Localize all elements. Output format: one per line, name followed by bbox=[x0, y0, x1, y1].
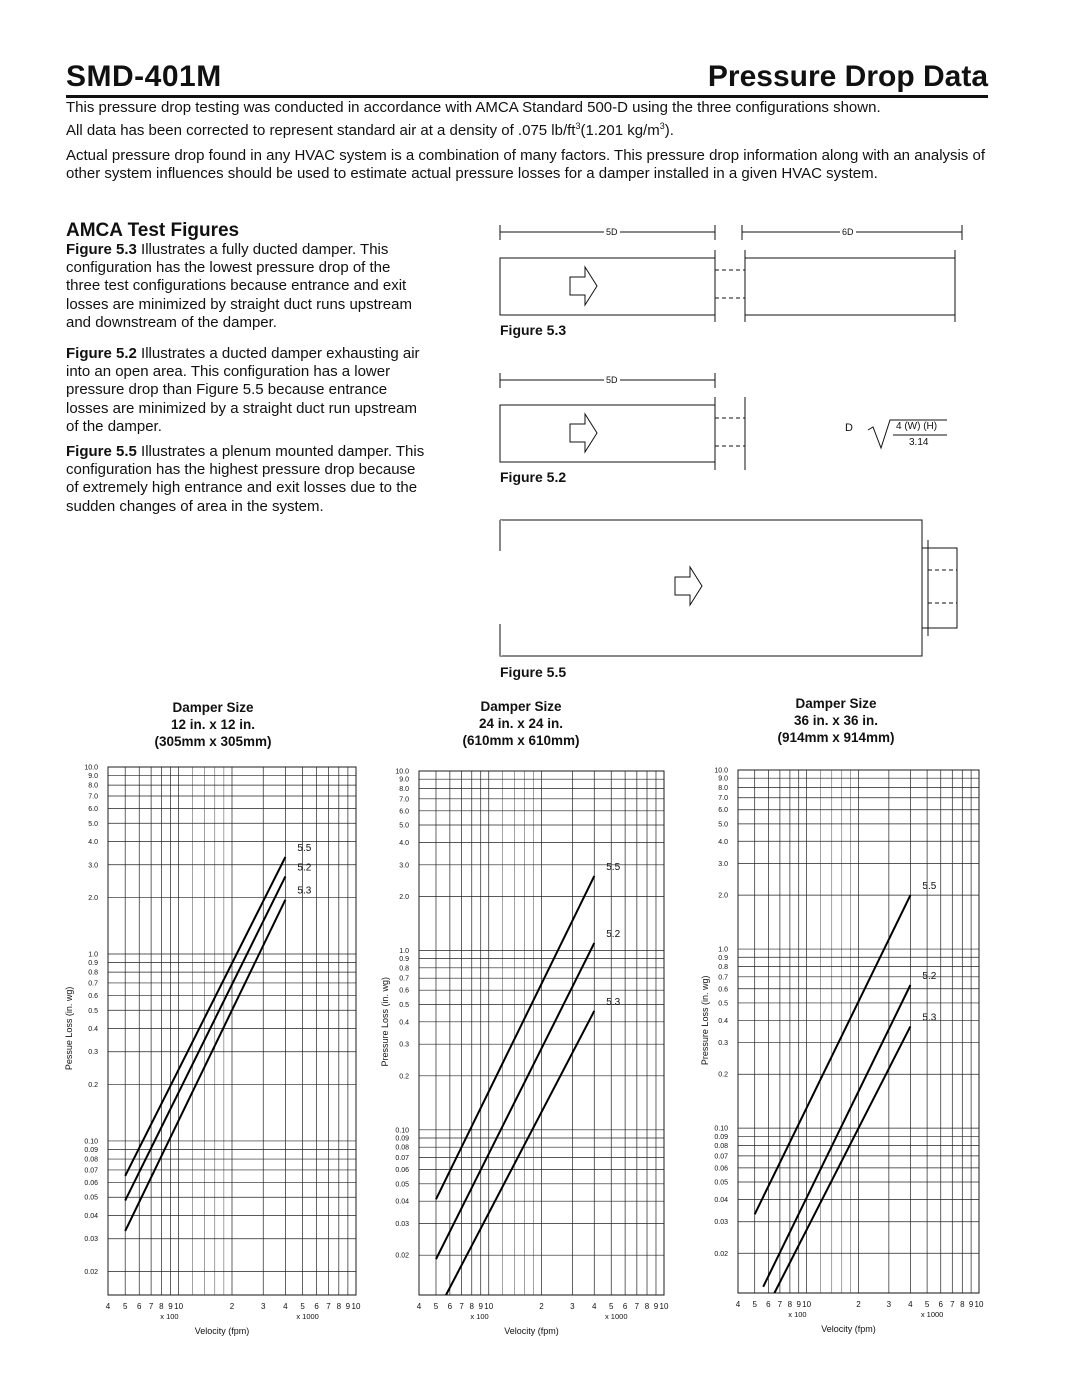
y-tick-label: 0.04 bbox=[395, 1198, 409, 1206]
intro-line-1: This pressure drop testing was conducted in accordance with AMCA Standard 500-D using the three configurations shown. bbox=[66, 99, 881, 116]
y-tick-label: 0.4 bbox=[399, 1019, 409, 1027]
y-tick-label: 3.0 bbox=[88, 862, 98, 870]
y-tick-label: 7.0 bbox=[399, 796, 409, 804]
y-tick-label: 0.6 bbox=[88, 992, 98, 1000]
y-tick-label: 0.5 bbox=[399, 1001, 409, 1009]
y-tick-label: 9.0 bbox=[718, 775, 728, 783]
y-tick-label: 0.10 bbox=[395, 1127, 409, 1135]
y-tick-label: 0.09 bbox=[84, 1147, 98, 1155]
x-tick-label: 6 bbox=[622, 1302, 628, 1311]
fig53-text: Illustrates a fully ducted damper. This configuration has the lowest pressure drop of the three test configurations because entrance and exit losses are minimized by straight duct runs upstream and downstream of the damper. bbox=[66, 241, 412, 331]
y-axis-label: Pessue Loss (in. wg) bbox=[64, 986, 74, 1071]
x-tick-label: 7 bbox=[950, 1300, 955, 1309]
x-axis-label: Velocity (fpm) bbox=[821, 1324, 876, 1334]
y-tick-label: 0.08 bbox=[84, 1156, 98, 1164]
chart3-size-mm: (914mm x 914mm) bbox=[777, 730, 895, 745]
y-tick-label: 0.08 bbox=[395, 1144, 409, 1152]
fig52-lead: Figure 5.2 bbox=[66, 345, 137, 362]
x-tick-label: 5 bbox=[433, 1302, 439, 1311]
intro-line-2b: (1.201 kg/m bbox=[580, 122, 660, 139]
x-tick-label: 3 bbox=[886, 1300, 892, 1309]
y-tick-label: 0.07 bbox=[84, 1167, 98, 1175]
x-tick-label: 6 bbox=[314, 1302, 319, 1311]
dim-5d-label: 5D bbox=[606, 227, 618, 237]
series-line-5-5 bbox=[755, 895, 911, 1214]
x-tick-label: 4 bbox=[283, 1302, 288, 1311]
y-tick-label: 0.02 bbox=[395, 1252, 409, 1260]
x-tick-label: 9 bbox=[168, 1302, 173, 1311]
y-tick-label: 0.03 bbox=[395, 1221, 409, 1229]
y-tick-label: 0.05 bbox=[395, 1181, 409, 1189]
x-tick-label: 10 bbox=[974, 1300, 984, 1309]
x-tick-label: 6 bbox=[766, 1300, 771, 1309]
formula-numerator: 4 (W) (H) bbox=[896, 421, 938, 432]
y-tick-label: 6.0 bbox=[718, 807, 728, 815]
fig53-lead: Figure 5.3 bbox=[66, 241, 137, 258]
x-tick-label: 5 bbox=[924, 1300, 930, 1309]
y-tick-label: 0.7 bbox=[718, 974, 728, 982]
y-tick-label: 8.0 bbox=[399, 785, 409, 793]
x-tick-label: 2 bbox=[539, 1302, 544, 1311]
y-tick-label: 7.0 bbox=[718, 795, 728, 803]
x-tick-label: 10 bbox=[174, 1302, 184, 1311]
x-multiplier-label: x 1000 bbox=[296, 1312, 319, 1321]
chart2-title: Damper Size bbox=[480, 699, 562, 714]
y-tick-label: 0.7 bbox=[399, 975, 409, 983]
series-label-5-2: 5.2 bbox=[297, 862, 312, 874]
dim-6d-label: 6D bbox=[842, 227, 854, 237]
x-tick-label: 3 bbox=[261, 1302, 266, 1311]
x-tick-label: 8 bbox=[644, 1302, 650, 1311]
y-tick-label: 0.4 bbox=[718, 1017, 728, 1025]
x-tick-label: 7 bbox=[777, 1300, 783, 1309]
y-tick-label: 0.03 bbox=[714, 1219, 728, 1227]
y-tick-label: 0.06 bbox=[395, 1167, 409, 1175]
y-axis-label: Pressure Loss (in. wg) bbox=[700, 975, 710, 1066]
y-tick-label: 1.0 bbox=[88, 951, 98, 959]
y-tick-label: 0.6 bbox=[718, 986, 728, 994]
x-multiplier-label: x 1000 bbox=[920, 1310, 944, 1319]
x-tick-label: 7 bbox=[148, 1302, 154, 1311]
y-tick-label: 0.2 bbox=[88, 1082, 98, 1090]
x-tick-label: 4 bbox=[592, 1302, 597, 1311]
model-number: SMD-401M bbox=[66, 60, 222, 93]
series-label-5-3: 5.3 bbox=[606, 996, 621, 1008]
y-tick-label: 2.0 bbox=[399, 893, 409, 901]
dim-5d-label-fig52: 5D bbox=[606, 375, 618, 385]
fig53-label: Figure 5.3 bbox=[500, 322, 567, 338]
y-tick-label: 0.10 bbox=[84, 1138, 98, 1146]
y-tick-label: 0.3 bbox=[718, 1040, 728, 1048]
x-tick-label: 5 bbox=[300, 1302, 305, 1311]
series-line-5-2 bbox=[763, 985, 910, 1287]
y-tick-label: 0.05 bbox=[84, 1194, 98, 1202]
y-tick-label: 10.0 bbox=[84, 764, 98, 772]
x-tick-label: 7 bbox=[326, 1302, 331, 1311]
fig55-label: Figure 5.5 bbox=[500, 664, 567, 680]
y-tick-label: 0.06 bbox=[84, 1179, 98, 1187]
series-label-5-5: 5.5 bbox=[606, 861, 621, 873]
y-tick-label: 0.07 bbox=[395, 1155, 409, 1163]
fig55-lead: Figure 5.5 bbox=[66, 443, 137, 460]
x-tick-label: 9 bbox=[478, 1302, 483, 1311]
x-tick-label: 5 bbox=[752, 1300, 757, 1309]
y-tick-label: 8.0 bbox=[718, 784, 728, 792]
y-tick-label: 0.3 bbox=[399, 1041, 409, 1049]
y-tick-label: 1.0 bbox=[718, 946, 728, 954]
series-label-5-3: 5.3 bbox=[297, 885, 312, 897]
intro-line-2c: ). bbox=[664, 122, 674, 139]
y-tick-label: 5.0 bbox=[399, 822, 409, 830]
x-tick-label: 5 bbox=[122, 1302, 128, 1311]
chart2-size-mm: (610mm x 610mm) bbox=[462, 733, 580, 748]
superscript: 3 bbox=[659, 121, 665, 131]
page-title: Pressure Drop Data bbox=[707, 60, 988, 93]
section-title: AMCA Test Figures bbox=[66, 220, 240, 241]
x-tick-label: 8 bbox=[336, 1302, 342, 1311]
x-tick-label: 10 bbox=[802, 1300, 812, 1309]
x-tick-label: 9 bbox=[653, 1302, 659, 1311]
x-multiplier-label: x 100 bbox=[788, 1310, 807, 1319]
x-tick-label: 2 bbox=[229, 1302, 235, 1311]
y-tick-label: 0.02 bbox=[84, 1269, 98, 1277]
y-tick-label: 4.0 bbox=[88, 838, 98, 846]
chart1-size-in: 12 in. x 12 in. bbox=[170, 717, 256, 732]
y-tick-label: 0.05 bbox=[714, 1179, 728, 1187]
y-tick-label: 3.0 bbox=[399, 862, 409, 870]
y-tick-label: 0.04 bbox=[714, 1196, 728, 1204]
x-tick-label: 7 bbox=[634, 1302, 640, 1311]
intro-line-2a: All data has been corrected to represent standard air at a density of .075 lb/ft bbox=[66, 122, 576, 139]
y-tick-label: 4.0 bbox=[718, 838, 728, 846]
x-tick-label: 9 bbox=[796, 1300, 801, 1309]
x-tick-label: 4 bbox=[416, 1302, 422, 1311]
series-label-5-3: 5.3 bbox=[922, 1012, 937, 1024]
y-axis-label: Pressure Loss (in. wg) bbox=[380, 977, 390, 1067]
series-label-5-5: 5.5 bbox=[297, 843, 312, 855]
x-tick-label: 8 bbox=[960, 1300, 965, 1309]
x-tick-label: 9 bbox=[968, 1300, 974, 1309]
x-tick-label: 5 bbox=[609, 1302, 614, 1311]
fig55-text: Illustrates a plenum mounted damper. This configuration has the highest pressure drop because of extremely high entrance and exit losses due to the sudden changes of area in the system. bbox=[66, 443, 425, 515]
x-tick-label: 6 bbox=[938, 1300, 943, 1309]
y-tick-label: 0.5 bbox=[88, 1007, 98, 1015]
x-multiplier-label: x 100 bbox=[160, 1312, 179, 1321]
y-tick-label: 6.0 bbox=[88, 805, 98, 813]
x-tick-label: 8 bbox=[159, 1302, 164, 1311]
x-tick-label: 4 bbox=[735, 1300, 741, 1309]
y-tick-label: 0.09 bbox=[395, 1135, 409, 1143]
chart1-title: Damper Size bbox=[172, 700, 254, 715]
chart2-size-in: 24 in. x 24 in. bbox=[478, 716, 564, 731]
y-tick-label: 0.6 bbox=[399, 987, 409, 995]
y-tick-label: 9.0 bbox=[399, 776, 409, 784]
superscript: 3 bbox=[575, 121, 581, 131]
x-axis-label: Velocity (fpm) bbox=[504, 1326, 559, 1336]
x-tick-label: 10 bbox=[659, 1302, 669, 1311]
y-tick-label: 0.8 bbox=[399, 965, 409, 973]
x-tick-label: 4 bbox=[908, 1300, 913, 1309]
y-tick-label: 5.0 bbox=[718, 821, 728, 829]
y-tick-label: 0.06 bbox=[714, 1165, 728, 1173]
y-tick-label: 1.0 bbox=[399, 947, 409, 955]
y-tick-label: 0.08 bbox=[714, 1142, 728, 1150]
y-tick-label: 0.04 bbox=[84, 1212, 98, 1220]
series-label-5-2: 5.2 bbox=[922, 970, 937, 982]
y-tick-label: 10.0 bbox=[395, 768, 409, 776]
x-tick-label: 7 bbox=[459, 1302, 464, 1311]
x-tick-label: 4 bbox=[105, 1302, 111, 1311]
y-tick-label: 0.03 bbox=[84, 1236, 98, 1244]
y-tick-label: 0.9 bbox=[718, 954, 728, 962]
chart1-size-mm: (305mm x 305mm) bbox=[154, 734, 272, 749]
x-axis-label: Velocity (fpm) bbox=[194, 1326, 250, 1336]
x-multiplier-label: x 1000 bbox=[604, 1312, 628, 1321]
x-tick-label: 10 bbox=[351, 1302, 361, 1311]
formula-denominator: 3.14 bbox=[909, 437, 929, 448]
y-tick-label: 2.0 bbox=[718, 892, 728, 900]
y-tick-label: 0.3 bbox=[88, 1049, 98, 1057]
y-tick-label: 0.02 bbox=[714, 1250, 728, 1258]
x-multiplier-label: x 100 bbox=[470, 1312, 489, 1321]
formula-d: D bbox=[845, 422, 853, 434]
y-tick-label: 0.07 bbox=[714, 1153, 728, 1161]
series-label-5-5: 5.5 bbox=[922, 881, 937, 893]
y-tick-label: 7.0 bbox=[88, 793, 98, 801]
x-tick-label: 9 bbox=[345, 1302, 351, 1311]
chart3-title: Damper Size bbox=[795, 696, 877, 711]
x-tick-label: 2 bbox=[856, 1300, 861, 1309]
y-tick-label: 0.2 bbox=[399, 1073, 409, 1081]
series-label-5-2: 5.2 bbox=[606, 928, 621, 940]
chart3-size-in: 36 in. x 36 in. bbox=[793, 713, 879, 728]
y-tick-label: 0.2 bbox=[718, 1071, 728, 1079]
y-tick-label: 9.0 bbox=[88, 773, 98, 781]
intro-paragraph-2: Actual pressure drop found in any HVAC system is a combination of many factors. This pressure drop information along with an analysis of other system influences should be used to estimate actual pressure losses for a damper installed in a given HVAC system. bbox=[66, 147, 986, 182]
y-tick-label: 0.9 bbox=[399, 956, 409, 964]
y-tick-label: 5.0 bbox=[88, 820, 98, 828]
y-tick-label: 0.4 bbox=[88, 1025, 98, 1033]
y-tick-label: 0.5 bbox=[718, 1000, 728, 1008]
x-tick-label: 8 bbox=[787, 1300, 793, 1309]
y-tick-label: 0.09 bbox=[714, 1133, 728, 1141]
y-tick-label: 0.10 bbox=[714, 1125, 728, 1133]
x-tick-label: 3 bbox=[570, 1302, 575, 1311]
y-tick-label: 6.0 bbox=[399, 808, 409, 816]
y-tick-label: 4.0 bbox=[399, 839, 409, 847]
x-tick-label: 10 bbox=[484, 1302, 494, 1311]
y-tick-label: 0.8 bbox=[88, 969, 98, 977]
x-tick-label: 6 bbox=[137, 1302, 142, 1311]
x-tick-label: 6 bbox=[447, 1302, 453, 1311]
x-tick-label: 8 bbox=[469, 1302, 474, 1311]
y-tick-label: 10.0 bbox=[714, 767, 728, 775]
y-tick-label: 2.0 bbox=[88, 895, 98, 903]
y-tick-label: 0.7 bbox=[88, 980, 98, 988]
y-tick-label: 8.0 bbox=[88, 782, 98, 790]
y-tick-label: 0.8 bbox=[718, 963, 728, 971]
y-tick-label: 0.9 bbox=[88, 960, 98, 968]
y-tick-label: 3.0 bbox=[718, 861, 728, 869]
fig52-text: Illustrates a ducted damper exhausting air into an open area. This configuration has a lower pressure drop than Figure 5.5 because entrance losses are minimized by a straight duct run upstream of the damper. bbox=[66, 345, 420, 435]
fig52-label: Figure 5.2 bbox=[500, 469, 567, 485]
